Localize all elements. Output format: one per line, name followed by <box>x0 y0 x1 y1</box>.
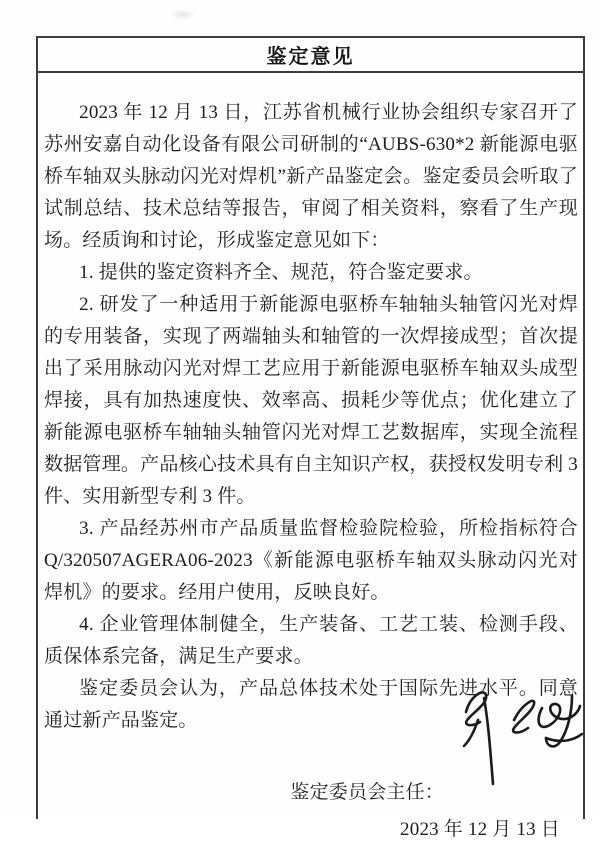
scan-smudge-artifact <box>170 9 196 20</box>
paragraph-conclusion: 鉴定委员会认为，产品总体技术处于国际先进水平。同意通过新产品鉴定。 <box>44 678 578 731</box>
paragraph-intro: 2023 年 12 月 13 日，江苏省机械行业协会组织专家召开了苏州安嘉自动化设备有限公司研制的“AUBS-630*2 新能源电驱桥车轴双头脉动闪光对焊机”新产品鉴定会。鉴定委员会听取了试制总结、技术总结等报告，审阅了相关资料，察看了生产现场。经质询和讨论，形成鉴定意见如下： <box>44 102 578 251</box>
title-bar <box>38 38 583 73</box>
handwritten-signature <box>448 686 590 790</box>
paragraph-item-3: 3. 产品经苏州市产品质量监督检验院检验，所检指标符合 Q/320507AGERA06-2023《新能源电驱桥车轴双头脉动闪光对焊机》的要求。经用户使用，反映良好。 <box>44 518 578 603</box>
date-row <box>44 814 578 846</box>
page-title: 鉴定意见 <box>266 46 355 68</box>
paragraph-item-4: 4. 企业管理体制健全，生产装备、工艺工装、检测手段、质保体系完备，满足生产要求。 <box>44 614 578 667</box>
document-date: 2023 年 12 月 13 日 <box>400 819 560 840</box>
paragraph-item-2: 2. 研发了一种适用于新能源电驱桥车轴轴头轴管闪光对焊的专用装备，实现了两端轴头和轴管的一次焊接成型；首次提出了采用脉动闪光对焊工艺应用于新能源电驱桥车轴双头成型焊接，具有加热速度快、效率高、损耗少等优点；优化建立了新能源电驱桥车轴轴头轴管闪光对焊工艺数据库，实现全流程数据管理。产品核心技术具有自主知识产权，获授权发明专利 3 件、实用新型专利 3 件。 <box>44 294 578 507</box>
signature-label: 鉴定委员会主任： <box>290 782 444 803</box>
paragraph-item-1: 1. 提供的鉴定资料齐全、规范，符合鉴定要求。 <box>79 262 483 283</box>
